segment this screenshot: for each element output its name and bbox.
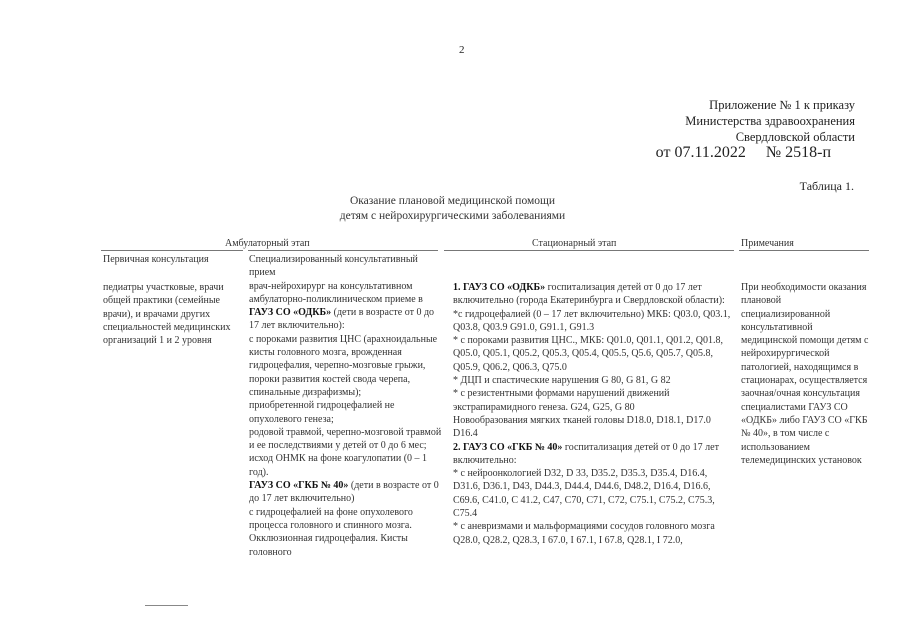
footnote-rule	[145, 605, 188, 606]
cell-text: ГАУЗ СО «ГКБ № 40» (дети в возрасте от 0 до 17 лет включительно)	[249, 480, 439, 505]
cell-text: исход ОНМК на фоне коагулопатии (0 – 1 год).	[249, 453, 428, 478]
specialized-consultation-cell	[249, 253, 442, 559]
header-notes: Примечания	[741, 238, 794, 249]
cell-text: * с резистентными формами нарушений движений экстрапирамидного генеза. G24, G25, G 80	[453, 388, 670, 413]
cell-text: Новообразования мягких тканей головы D18.0, D18.1, D17.0 D16.4	[453, 414, 711, 440]
cell-text: родовой травмой, черепно-мозговой травмой и ее последствиями у детей от 0 до 6 мес;	[249, 426, 442, 452]
order-date: 07.11.2022	[674, 144, 746, 161]
org-name: ГАУЗ СО «ОДКБ»	[463, 282, 546, 293]
appendix-line-2: Министерства здравоохранения	[685, 114, 855, 128]
document-title-line-1: Оказание плановой медицинской помощи	[349, 195, 556, 207]
cell-text: приобретенной гидроцефалией не опухолевого генеза;	[249, 400, 395, 425]
cell-text: с пороками развития ЦНС (арахноидальные кисты головного мозга, врожденная гидроцефалия, черепно-мозговые грыжи, пороки развития костей свода черепа, спинальные дизрафизмы);	[249, 333, 438, 398]
primary-consultation-heading: Первичная консультация	[103, 254, 209, 265]
cell-text: Специализированный консультативный прием	[249, 254, 418, 279]
document-title-line-2: детям с нейрохирургическими заболеваниями	[339, 210, 566, 222]
table-rule	[444, 250, 734, 251]
org-name: ГАУЗ СО «ОДКБ»	[249, 307, 332, 319]
order-date-number	[656, 144, 831, 162]
appendix-line-1: Приложение № 1 к приказу	[709, 98, 855, 112]
appendix-line-3: Свердловской области	[735, 130, 855, 144]
cell-text: с гидроцефалией на фоне опухолевого процесса головного и спинного мозга. Окклюзионная гидроцефалия. Кисты головного	[249, 506, 413, 558]
cell-text: 2. ГАУЗ СО «ГКБ № 40» госпитализация детей от 0 до 17 лет включительно:	[453, 441, 719, 466]
org-name: ГАУЗ СО «ГКБ № 40»	[249, 480, 349, 492]
cell-text: * ДЦП и спастические нарушения G 80, G 81, G 82	[453, 375, 671, 387]
notes-text: При необходимости оказания плановой специализированной консультативной медицинской помощи детям с нейрохирургической патологией, находящимся в стационарах, осуществляется заочная/очная консультация специалистами ГАУЗ СО «ОДКБ» либо ГАУЗ СО «ГКБ № 40», в том числе с использованием телемедицинских установок	[741, 282, 869, 466]
org-name: ГАУЗ СО «ГКБ № 40»	[463, 441, 563, 453]
order-number: 2518-п	[785, 144, 831, 161]
cell-text: * с аневризмами и мальформациями сосудов головного мозга Q28.0, Q28.2, Q28.3, I 67.0, I 67.1, I 67.8, Q28.1, I 72.0,	[453, 521, 715, 546]
page-number: 2	[459, 44, 465, 56]
cell-text: 1. ГАУЗ СО «ОДКБ» госпитализация детей от 0 до 17 лет включительно (города Екатеринбурга и Свердловской области):	[453, 282, 725, 307]
stationary-stage-cell	[453, 281, 733, 547]
cell-text: врач-нейрохирург на консультативном амбулаторно-поликлиническом приеме в ГАУЗ СО «ОДКБ» (дети в возрасте от 0 до 17 лет включительно):	[249, 280, 435, 332]
table-rule	[739, 250, 869, 251]
header-stationary: Стационарный этап	[532, 238, 617, 249]
table-rule	[248, 250, 438, 251]
table-label: Таблица 1.	[799, 179, 854, 193]
header-ambulatory: Амбулаторный этап	[225, 238, 310, 249]
number-prefix: №	[765, 144, 782, 161]
cell-text: * с пороками развития ЦНС., МКБ: Q01.0, Q01.1, Q01.2, Q01.8, Q05.0, Q05.1, Q05.2, Q05.3, Q05.4, Q05.5, Q5.6, Q05.7, Q05.8, Q05.9, Q06.2, Q06.3, Q75.0	[453, 335, 723, 373]
cell-text: *с гидроцефалией (0 – 17 лет включительно) МКБ: Q03.0, Q03.1, Q03.8, Q03.9 G91.0, G91.1, G91.3	[453, 308, 731, 333]
cell-text: * с нейроонкологией D32, D 33, D35.2, D35.3, D35.4, D16.4, D31.6, D36.1, D43, D44.3, D44.4, D44.6, D48.2, D16.4, D16.6, C69.6, C41.0, C 41.2, C47, C70, C71, C72, C75.1, C75.2, C75.3, C75.4	[453, 468, 715, 520]
table-rule	[101, 250, 243, 251]
date-prefix: от	[655, 144, 671, 161]
primary-consultation-text: педиатры участковые, врачи общей практики (семейные врачи), и врачами других специальностей медицинских организаций 1 и 2 уровня	[103, 282, 231, 347]
